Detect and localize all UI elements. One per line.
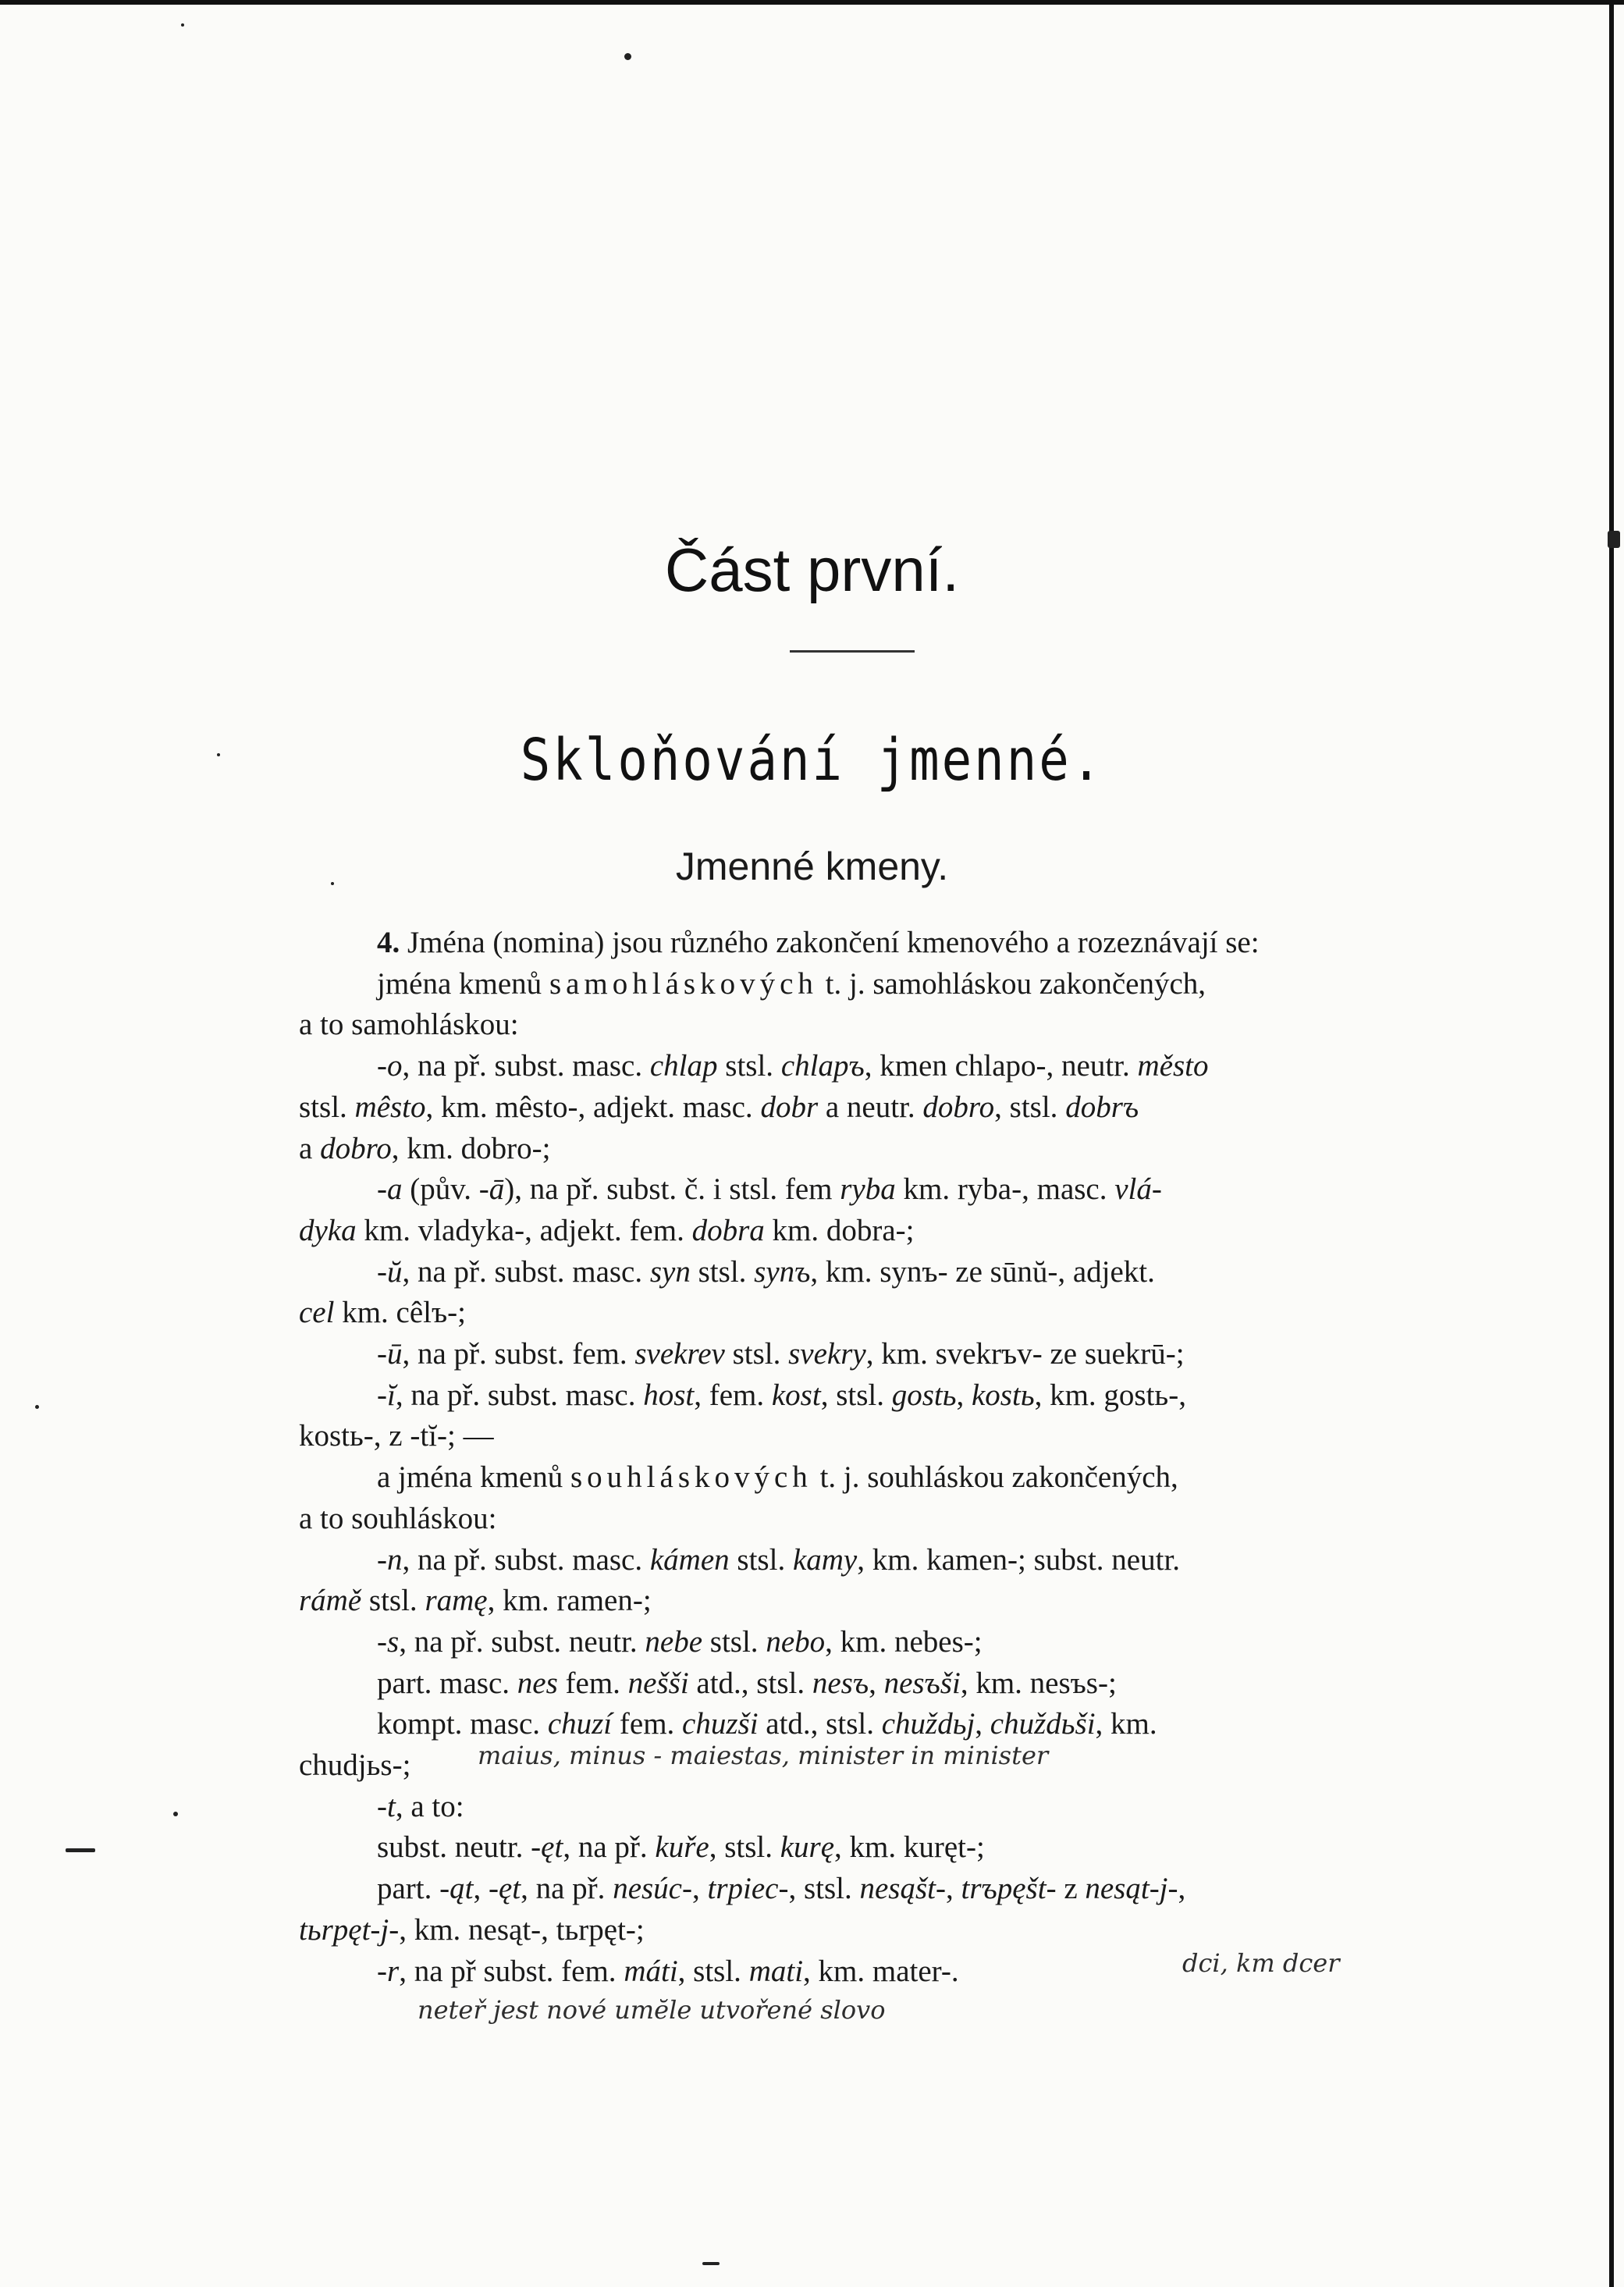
text-segment: , km. kuręt-; [834, 1830, 985, 1865]
text-segment: nesъši [883, 1666, 961, 1700]
text-line [299, 1499, 1420, 1540]
text-line [299, 1334, 1420, 1375]
text-segment: Jména (nomina) jsou různého zakončení kmenového a rozeznávají se: [400, 926, 1260, 959]
text-line [299, 1416, 1420, 1457]
text-line [299, 1663, 1420, 1705]
text-segment: , na př. subst. fem. [402, 1337, 635, 1371]
text-segment: dobra [691, 1213, 765, 1247]
text-segment: , [869, 1666, 884, 1700]
text-segment: , na př. [521, 1872, 613, 1906]
text-segment: ramę [425, 1584, 488, 1618]
text-segment: z [1056, 1872, 1086, 1906]
text-segment: km. dobra-; [764, 1213, 915, 1247]
text-segment: , [691, 1872, 708, 1906]
text-segment: chudjьs-; [299, 1748, 411, 1783]
text-segment: , stsl. [709, 1830, 780, 1865]
text-segment: ŭ [387, 1254, 403, 1289]
text-segment: gostь [891, 1378, 957, 1412]
text-segment: - [377, 1954, 387, 1988]
text-line [299, 1457, 1420, 1499]
text-line [299, 1046, 1420, 1087]
text-segment: (pův. - [402, 1172, 489, 1207]
text-segment: , na př. subst. masc. [402, 1254, 650, 1289]
text-segment: , [975, 1707, 990, 1741]
text-segment: t [387, 1789, 396, 1823]
text-segment: kostь-, z -tĭ-; — [299, 1419, 494, 1453]
text-line [299, 1169, 1420, 1211]
text-segment: nesąšt- [859, 1872, 946, 1906]
text-segment: cel [299, 1296, 335, 1330]
text-segment: , km. svekrъv- ze suekrū-; [865, 1337, 1185, 1371]
text-segment: dyka [299, 1213, 357, 1247]
text-segment: trpiec- [707, 1872, 789, 1906]
page-edge-right [1609, 0, 1614, 2287]
text-segment: , km. ramen-; [487, 1584, 652, 1618]
text-segment: ū [387, 1337, 403, 1371]
text-segment: , km. nebes-; [825, 1624, 983, 1659]
text-segment: svekry [788, 1337, 866, 1371]
text-segment: nebo [766, 1624, 826, 1659]
text-segment: nesąt-j- [1085, 1872, 1178, 1906]
text-segment: , stsl. [994, 1090, 1066, 1124]
text-segment: , km. mêsto-, adjekt. masc. [425, 1090, 761, 1124]
text-segment: fem. [557, 1666, 628, 1700]
text-line [299, 1704, 1420, 1745]
text-segment: , km. gostь-, [1034, 1378, 1186, 1412]
text-segment: subst. neutr. - [377, 1830, 542, 1865]
text-segment: a neutr. [818, 1090, 923, 1124]
text-segment: ąt [450, 1872, 474, 1906]
text-segment: kompt. masc. [377, 1707, 548, 1741]
text-segment: trъpęšt- [961, 1872, 1057, 1906]
text-segment: nes [517, 1666, 558, 1700]
text-segment: chuždьši [990, 1707, 1096, 1741]
text-line [299, 1581, 1420, 1622]
text-segment: fem. [612, 1707, 683, 1741]
text-segment: nesúc- [613, 1872, 692, 1906]
page-edge-top [0, 0, 1624, 5]
text-segment: mati [748, 1954, 804, 1988]
ink-speck [181, 23, 184, 27]
text-segment: , km. mater-. [803, 1954, 959, 1988]
text-segment: chlapъ [780, 1049, 865, 1083]
text-line [299, 1129, 1420, 1170]
text-segment: ), na př. subst. č. i stsl. fem [504, 1172, 840, 1207]
text-line [299, 1005, 1420, 1046]
text-segment: o [387, 1049, 403, 1083]
text-segment: km. vladyka-, adjekt. fem. [356, 1213, 692, 1247]
ink-speck [702, 2262, 720, 2265]
text-segment: a [387, 1172, 403, 1207]
text-segment: chuzí [547, 1707, 613, 1741]
text-segment: stsl. [729, 1542, 793, 1577]
text-segment: svekrev [634, 1337, 725, 1371]
text-segment: , [945, 1872, 961, 1906]
text-segment: synъ [754, 1254, 811, 1289]
text-segment: kurę [780, 1830, 835, 1865]
title-divider [790, 650, 915, 653]
handwritten-note-1: maius, minus - maiestas, minister in minister [478, 1741, 1049, 1770]
text-line [299, 1622, 1420, 1663]
text-line [299, 1211, 1420, 1252]
text-segment: nešši [627, 1666, 689, 1700]
text-segment: 4. [377, 926, 400, 959]
text-segment: - [377, 1789, 387, 1823]
text-segment: host [643, 1378, 695, 1412]
text-segment: stsl. [717, 1049, 781, 1083]
text-segment: , km. nesъs-; [960, 1666, 1117, 1700]
text-segment: km. cêlъ-; [334, 1296, 466, 1330]
text-segment: n [387, 1542, 403, 1577]
handwritten-note-2: dci, km dcer [1182, 1948, 1340, 1978]
text-segment: chlap [649, 1049, 718, 1083]
text-segment: - [377, 1337, 387, 1371]
text-segment: syn [649, 1254, 691, 1289]
text-segment: máti [624, 1954, 678, 1988]
text-segment: , fem. [694, 1378, 772, 1412]
text-segment: , km. [1095, 1707, 1157, 1741]
text-segment: mêsto [354, 1090, 426, 1124]
text-line [299, 1787, 1420, 1828]
text-segment: vlá- [1114, 1172, 1162, 1207]
ink-speck [35, 1405, 39, 1409]
text-segment: stsl. [299, 1090, 355, 1124]
text-segment: ā [489, 1172, 505, 1207]
text-segment: ęt [498, 1872, 521, 1906]
text-segment: , km. kamen-; subst. neutr. [857, 1542, 1181, 1577]
text-segment: město [1137, 1049, 1209, 1083]
text-segment: dobro [320, 1131, 392, 1165]
text-line [299, 1827, 1420, 1869]
text-segment: a [299, 1131, 321, 1165]
text-segment: kost [771, 1378, 821, 1412]
text-segment: t. j. souhláskou zakončených, [812, 1460, 1178, 1495]
text-segment: souhláskových [570, 1460, 812, 1495]
text-line [299, 1375, 1420, 1417]
text-segment: r [387, 1954, 400, 1988]
text-line [299, 964, 1420, 1005]
text-segment: kámen [649, 1542, 730, 1577]
text-line [299, 1252, 1420, 1293]
text-segment: dobro [922, 1090, 995, 1124]
text-segment: , stsl. [820, 1378, 892, 1412]
text-segment: , na př. subst. masc. [395, 1378, 644, 1412]
text-segment: stsl. [361, 1584, 425, 1618]
handwritten-note-3: neteř jest nové umĕle utvořené slovo [418, 1995, 886, 2025]
text-segment: km. ryba-, masc. [895, 1172, 1115, 1207]
text-segment: - [377, 1172, 387, 1207]
text-segment: , [956, 1378, 972, 1412]
text-segment: dobr [760, 1090, 819, 1124]
text-segment: , km. dobro-; [391, 1131, 551, 1165]
text-segment: stsl. [702, 1624, 766, 1659]
text-segment: , km. synъ- ze sūnŭ-, adjekt. [810, 1254, 1155, 1289]
text-segment: stsl. [690, 1254, 755, 1289]
text-line [299, 923, 1420, 964]
text-line [299, 1293, 1420, 1334]
text-segment: ĭ [387, 1378, 396, 1412]
subsection-title: Jmenné kmeny. [675, 845, 949, 888]
text-line [299, 1910, 1420, 1951]
text-segment: ryba [840, 1172, 896, 1207]
ink-speck [173, 1812, 178, 1816]
text-segment: kuře [655, 1830, 709, 1865]
text-segment: rámě [299, 1584, 362, 1618]
text-segment: , [1178, 1872, 1186, 1906]
text-segment: - [377, 1378, 387, 1412]
text-segment: a to souhláskou: [299, 1501, 497, 1535]
text-segment: , stsl. [788, 1872, 860, 1906]
text-segment: , na př subst. fem. [399, 1954, 624, 1988]
text-segment: nesъ [812, 1666, 869, 1700]
text-line [299, 1540, 1420, 1581]
text-segment: chuzši [682, 1707, 759, 1741]
text-segment: atd., stsl. [758, 1707, 882, 1741]
text-segment: - [377, 1254, 387, 1289]
text-segment: jména kmenů [377, 966, 549, 1001]
text-line [299, 1087, 1420, 1129]
text-segment: samohláskových [549, 966, 818, 1001]
text-segment: , na př. subst. masc. [402, 1049, 650, 1083]
text-segment: ęt [541, 1830, 563, 1865]
text-segment: , kmen chlapo-, neutr. [864, 1049, 1138, 1083]
text-segment: - [377, 1624, 387, 1659]
text-segment: kamy [792, 1542, 858, 1577]
text-segment: , - [473, 1872, 499, 1906]
text-segment: tьrpęt-j- [299, 1912, 400, 1947]
text-segment: , na př. subst. masc. [402, 1542, 650, 1577]
text-line [299, 1869, 1420, 1910]
text-segment: chuždьj [881, 1707, 975, 1741]
text-segment: atd., stsl. [688, 1666, 812, 1700]
text-segment: , km. nesąt-, tьrpęt-; [399, 1912, 645, 1947]
text-segment: , a to: [395, 1789, 464, 1823]
text-segment: , na př. subst. neutr. [399, 1624, 645, 1659]
text-segment: a to samohláskou: [299, 1008, 519, 1042]
part-title: Část první. [664, 535, 960, 604]
text-segment: stsl. [724, 1337, 789, 1371]
text-segment: kostь [972, 1378, 1035, 1412]
ink-speck [66, 1848, 95, 1852]
text-segment: dobrъ [1065, 1090, 1139, 1124]
ink-speck [624, 53, 631, 60]
text-segment: t. j. samohláskou zakončených, [817, 966, 1206, 1001]
text-segment: - [377, 1542, 387, 1577]
text-segment: , na př. [563, 1830, 656, 1865]
text-segment: s [387, 1624, 400, 1659]
text-segment: , stsl. [677, 1954, 749, 1988]
text-segment: part. masc. [377, 1666, 517, 1700]
body-text [299, 923, 1420, 1992]
section-title: Skloňování jmenné. [520, 727, 1104, 795]
text-segment: - [377, 1049, 387, 1083]
text-segment: nebe [645, 1624, 703, 1659]
text-segment: a jména kmenů [377, 1460, 570, 1495]
text-segment: part. - [377, 1872, 450, 1906]
